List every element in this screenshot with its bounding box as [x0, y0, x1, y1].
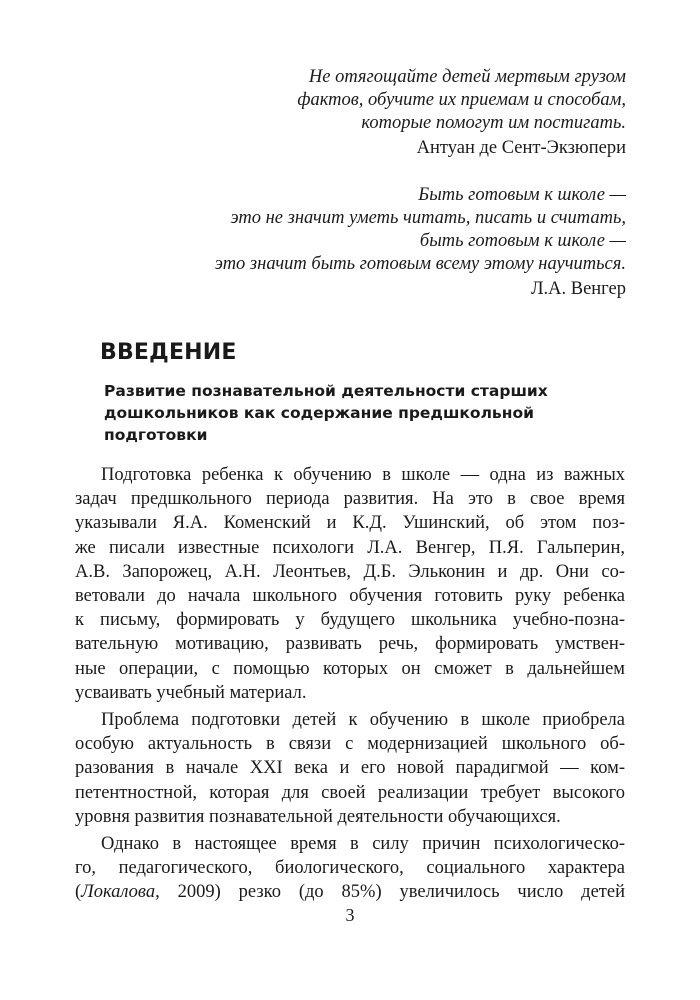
paragraph: [75, 463, 625, 705]
epigraph-line: это значит быть готовым всему этому научиться.: [214, 254, 626, 274]
text-line: задач предшкольного периода развития. На это в свое время: [75, 489, 625, 510]
subheading-line: подготовки: [104, 426, 208, 444]
text-line-rest: , 2009) резко (до 85%) увеличилось число детей: [155, 882, 625, 903]
body-text: [75, 463, 625, 908]
text-line: усваивать учебный материал.: [75, 682, 307, 703]
epigraph-author: Л.А. Венгер: [530, 279, 626, 299]
text-line: [75, 880, 625, 904]
text-line: ветовали до начала школьного обучения готовить руку ребенка: [75, 586, 625, 607]
text-line: уровня развития познавательной деятельности обучающихся.: [75, 806, 561, 827]
text-line: го, педагогического, биологического, социального характера: [75, 858, 625, 879]
epigraph-line: Не отягощайте детей мертвым грузом: [308, 67, 626, 87]
epigraph-line: это не значит уметь читать, писать и считать,: [230, 208, 626, 228]
text-line: вательную мотивацию, развивать речь, формировать умствен-: [75, 634, 625, 655]
epigraph-author: Антуан де Сент-Экзюпери: [416, 138, 626, 158]
section-subheading: [104, 380, 604, 446]
paragraph: [75, 832, 625, 905]
text-line: Подготовка ребенка к обучению в школе — одна из важных: [101, 465, 625, 485]
subheading-line: Развитие познавательной деятельности старших: [104, 382, 548, 400]
epigraph-line: быть готовым к школе —: [419, 231, 626, 251]
subheading-line: дошкольников как содержание предшкольной: [104, 404, 534, 422]
text-line: Однако в настоящее время в силу причин психологическо-: [101, 834, 625, 855]
epigraph-exupery: [297, 66, 626, 160]
text-line: петентностной, которая для своей реализации требует высокого: [75, 782, 625, 803]
chapter-heading: ВВЕДЕНИЕ: [100, 340, 237, 365]
page-number: 3: [345, 905, 355, 925]
text-line: Проблема подготовки детей к обучению в школе приобрела: [101, 710, 625, 731]
text-line: же писали известные психологи Л.А. Венгер, П.Я. Гальперин,: [75, 537, 625, 558]
open-paren: (: [75, 882, 82, 903]
paragraph: [75, 708, 625, 829]
text-line: к письму, формировать у будущего школьника учебно-позна-: [75, 610, 625, 631]
epigraph-line: которые помогут им постигать.: [361, 113, 626, 133]
cited-author: Локалова: [81, 882, 156, 903]
epigraph-line: фактов, обучите их приемам и способам,: [297, 90, 626, 110]
epigraph-venger: [215, 184, 626, 301]
text-line: ные операции, с помощью которых он сможет в дальнейшем: [75, 658, 625, 679]
text-line: разования в начале XXI века и его новой парадигмой — ком-: [75, 758, 625, 779]
text-line: А.В. Запорожец, А.Н. Леонтьев, Д.Б. Эльконин и др. Они со-: [75, 561, 625, 582]
text-line: особую актуальность в связи с модернизацией школьного об-: [75, 734, 625, 755]
text-line: указывали Я.А. Коменский и К.Д. Ушинский, об этом поз-: [75, 513, 625, 534]
epigraph-line: Быть готовым к школе —: [418, 185, 626, 205]
